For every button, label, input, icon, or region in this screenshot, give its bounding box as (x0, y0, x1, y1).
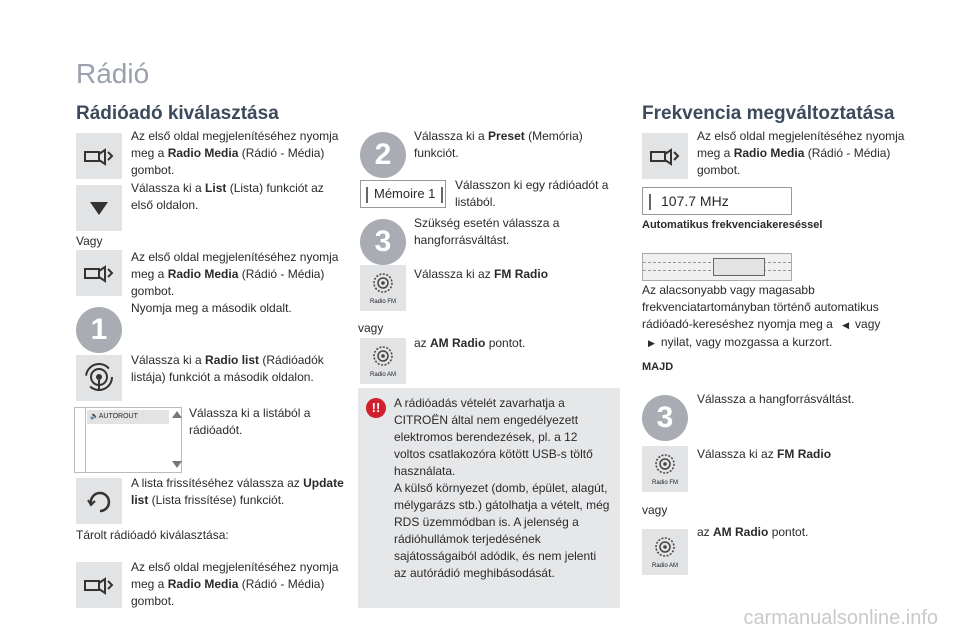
radio-fm-label: Radio FM (651, 480, 678, 486)
list-arrow-icon[interactable] (76, 185, 122, 231)
radio-media-icon[interactable] (76, 562, 122, 608)
radio-media-icon[interactable] (642, 133, 688, 179)
memoire-button[interactable]: Mémoire 1 (360, 180, 446, 208)
page-title: Rádió (76, 58, 150, 89)
scroll-up-icon[interactable] (172, 411, 182, 418)
warning-text: A rádióadás vételét zavarhatja a CITROËN által nem engedélyezett elektromos berendezések, pl. a 12 voltos csatlakozóra kötött USB-s töltő használata. A külső környezet (domb, épület, alagút, mélygarázs stb.) gátolhatja a vételt, még RDS üzemmódban is. A jelenség a rádióhullámok terjedésének sajátosságaiból adódik, és nem jelenti az autórádió meghibásodását. (394, 396, 610, 580)
warning-panel (358, 388, 620, 608)
stored-station-label: Tárolt rádióadó kiválasztása: (76, 528, 229, 542)
frequency-display[interactable]: 107.7 MHz (642, 187, 792, 215)
section-heading-station-select: Rádióadó kiválasztása (76, 103, 279, 124)
step-switch-source: Szükség esetén válassza a hangforrásváltást. (414, 216, 560, 247)
step-badge-3: 3 (360, 219, 406, 265)
step-select-am: az AM Radio pontot. (414, 336, 526, 350)
step-press-radio-media: Az első oldal megjelenítéséhez nyomja meg a Radio Media (Rádió - Média) gombot. (697, 129, 905, 177)
radio-list-icon[interactable] (76, 355, 122, 401)
step-select-fm: Válassza ki az FM Radio (697, 447, 832, 461)
update-list-icon[interactable] (76, 478, 122, 524)
step-select-am: az AM Radio pontot. (697, 525, 809, 539)
step-badge-2: 2 (360, 132, 406, 178)
step-press-radio-media: Az első oldal megjelenítéséhez nyomja meg a Radio Media (Rádió - Média) gombot. (131, 129, 339, 177)
radio-am-label: Radio AM (651, 563, 678, 569)
radio-am-label: Radio AM (369, 372, 396, 378)
step-choose-station-list: Válasszon ki egy rádióadót a listából. (455, 178, 609, 209)
list-scrollbar[interactable] (75, 408, 86, 472)
step-switch-source: Válassza a hangforrásváltást. (697, 392, 855, 406)
or-label: vagy (358, 321, 384, 335)
step-select-radio-list: Válassza ki a Radio list (Rádióadók listája) funkciót a második oldalon. (131, 353, 324, 384)
arrow-left-icon[interactable]: ◀ (842, 320, 850, 330)
step-badge-3: 3 (642, 395, 688, 441)
warning-icon: !! (366, 398, 386, 418)
step-press-radio-media: Az első oldal megjelenítéséhez nyomja meg a Radio Media (Rádió - Média) gombot. (131, 560, 339, 608)
list-item[interactable]: 🔈AUTOROUT (87, 410, 169, 424)
radio-fm-label: Radio FM (369, 299, 396, 305)
radio-fm-icon[interactable] (360, 265, 406, 311)
or-label: Vagy (76, 234, 103, 248)
watermark: carmanualsonline.info (743, 607, 938, 629)
auto-search-label: Automatikus frekvenciakereséssel (642, 219, 823, 231)
step-select-fm: Válassza ki az FM Radio (414, 267, 549, 281)
scroll-down-icon[interactable] (172, 461, 182, 468)
arrow-right-icon[interactable]: ▶ (648, 338, 655, 348)
frequency-cursor[interactable] (713, 258, 765, 276)
step-press-radio-media: Az első oldal megjelenítéséhez nyomja meg a Radio Media (Rádió - Média) gombot. (131, 250, 339, 298)
frequency-slider[interactable] (642, 253, 792, 281)
step-second-page: Nyomja meg a második oldalt. (131, 301, 292, 315)
step-badge-1: 1 (76, 307, 122, 353)
step-update-list: A lista frissítéséhez válassza az Update list (Lista frissítése) funkciót. (131, 476, 344, 507)
section-heading-frequency: Frekvencia megváltoztatása (642, 103, 895, 124)
radio-media-icon[interactable] (76, 133, 122, 179)
radio-media-icon[interactable] (76, 250, 122, 296)
radio-am-icon[interactable] (642, 529, 688, 575)
radio-fm-icon[interactable] (642, 446, 688, 492)
or-label: vagy (642, 503, 668, 517)
step-select-preset: Válassza ki a Preset (Memória) funkciót. (414, 129, 583, 160)
then-label: MAJD (642, 361, 674, 373)
auto-search-text: Az alacsonyabb vagy magasabb frekvenciatartományban történő automatikus rádióadó-kereséshez nyomja meg a ◀ vagy ▶ nyilat, vagy mozgassa a kurzort. (642, 283, 881, 349)
step-select-list: Válassza ki a List (Lista) funkciót az első oldalon. (131, 181, 324, 212)
radio-am-icon[interactable] (360, 338, 406, 384)
step-choose-station: Válassza ki a listából a rádióadót. (189, 406, 311, 437)
station-list-screen (74, 407, 182, 473)
